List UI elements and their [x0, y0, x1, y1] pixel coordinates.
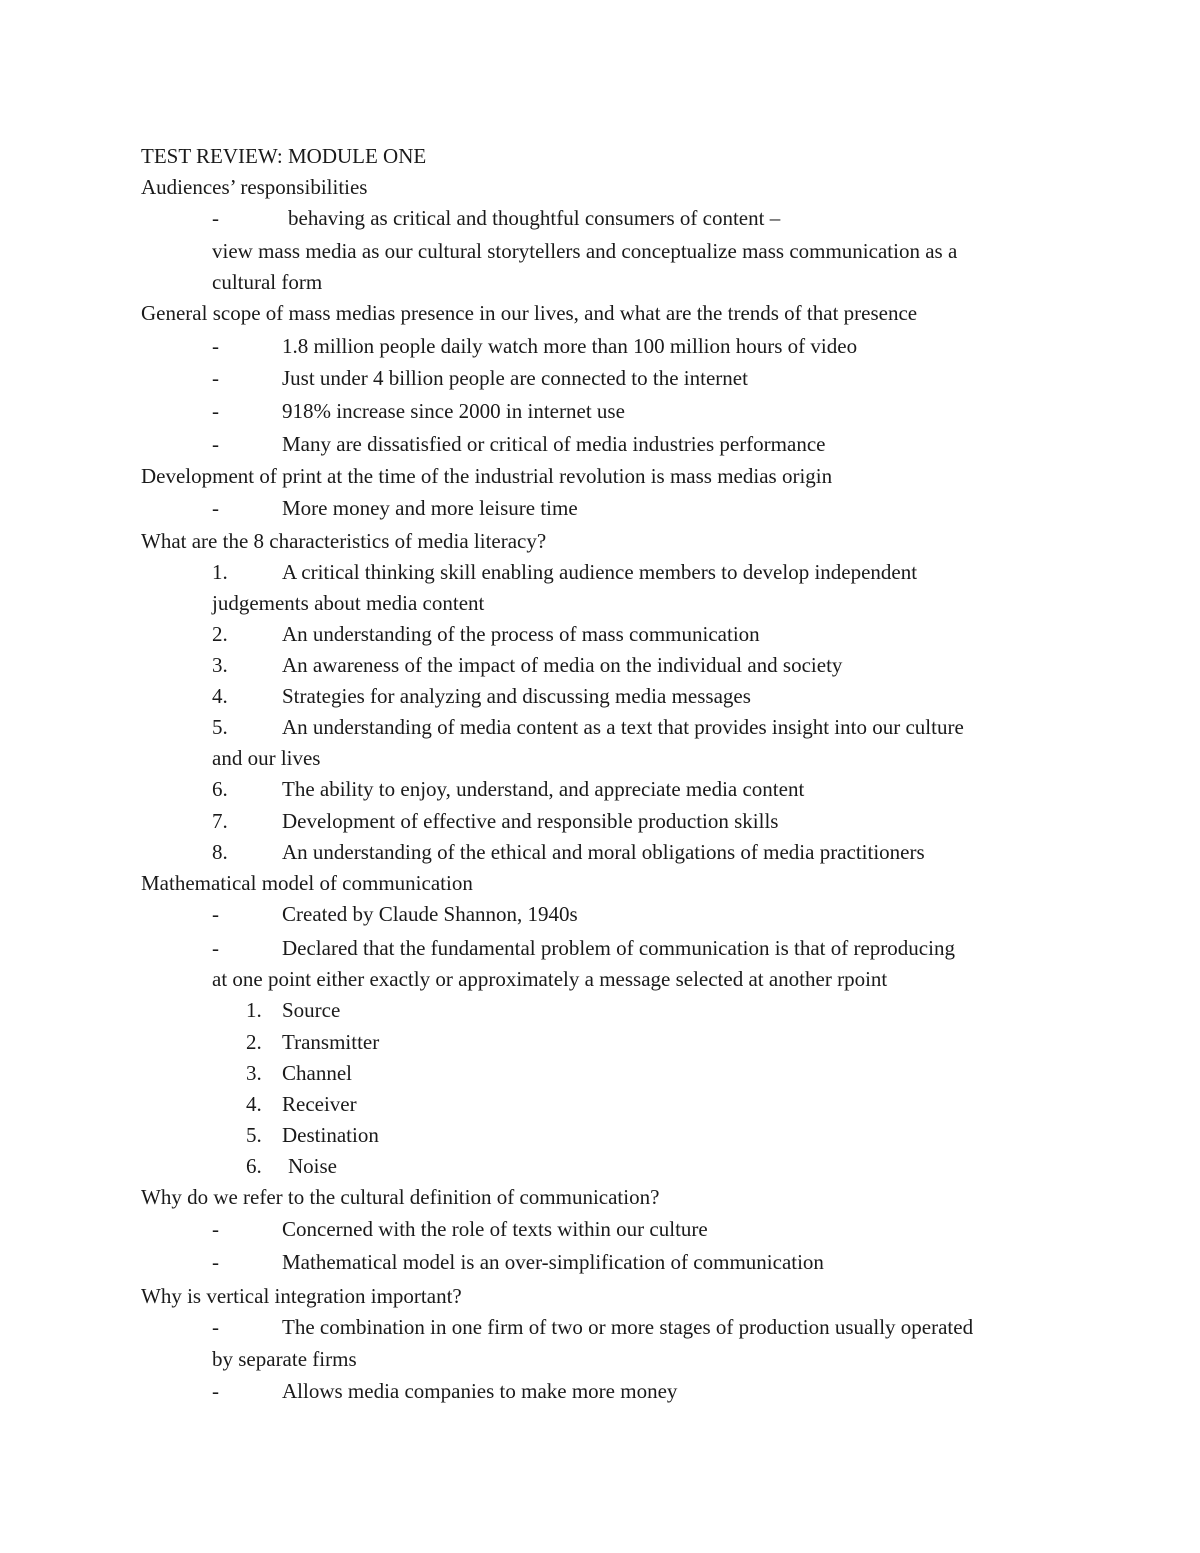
list-item: Channel [282, 1061, 352, 1085]
list-number: 1. [246, 998, 262, 1022]
bullet-text: More money and more leisure time [282, 496, 578, 520]
bullet-text: Created by Claude Shannon, 1940s [282, 902, 578, 926]
bullet-text: Just under 4 billion people are connected to the internet [282, 366, 748, 390]
list-item: A critical thinking skill enabling audience members to develop independent [282, 560, 918, 584]
bullet-marker: - [212, 1315, 219, 1339]
bullet-marker: - [212, 206, 219, 230]
bullet-text: Declared that the fundamental problem of communication is that of reproducing [282, 936, 955, 960]
bullet-marker: - [212, 366, 219, 390]
list-item: An understanding of the ethical and moral obligations of media practitioners [282, 840, 925, 864]
bullet-text: 918% increase since 2000 in internet use [282, 399, 625, 423]
list-item: Transmitter [282, 1030, 380, 1054]
list-item-continuation: judgements about media content [212, 591, 485, 615]
section-heading-vertical: Why is vertical integration important? [141, 1284, 462, 1308]
bullet-marker: - [212, 1217, 219, 1241]
list-item: Source [282, 998, 341, 1022]
list-number: 5. [212, 715, 228, 739]
bullet-continuation: view mass media as our cultural storytellers and conceptualize mass communication as a [212, 239, 958, 263]
bullet-marker: - [212, 1379, 219, 1403]
list-number: 6. [246, 1154, 262, 1178]
bullet-text: Allows media companies to make more money [282, 1379, 678, 1403]
bullet-marker: - [212, 496, 219, 520]
bullet-text: The combination in one firm of two or more stages of production usually operated [282, 1315, 974, 1339]
list-number: 4. [246, 1092, 262, 1116]
list-number: 3. [212, 653, 228, 677]
section-heading-audiences: Audiences’ responsibilities [141, 175, 368, 199]
list-item: Noise [288, 1154, 337, 1178]
list-item: Development of effective and responsible production skills [282, 809, 779, 833]
bullet-marker: - [212, 432, 219, 456]
list-item-continuation: and our lives [212, 746, 321, 770]
list-number: 8. [212, 840, 228, 864]
list-item: Destination [282, 1123, 379, 1147]
bullet-text: Concerned with the role of texts within our culture [282, 1217, 708, 1241]
bullet-text: behaving as critical and thoughtful consumers of content – [288, 206, 781, 230]
bullet-text: Many are dissatisfied or critical of media industries performance [282, 432, 826, 456]
list-number: 3. [246, 1061, 262, 1085]
list-item: The ability to enjoy, understand, and appreciate media content [282, 777, 805, 801]
page-title: TEST REVIEW: MODULE ONE [141, 144, 427, 168]
bullet-text: 1.8 million people daily watch more than 100 million hours of video [282, 334, 858, 358]
bullet-marker: - [212, 1250, 219, 1274]
list-item: An awareness of the impact of media on the individual and society [282, 653, 843, 677]
list-item: An understanding of media content as a text that provides insight into our culture [282, 715, 964, 739]
list-item: Receiver [282, 1092, 357, 1116]
section-heading-mathematical: Mathematical model of communication [141, 871, 473, 895]
bullet-marker: - [212, 902, 219, 926]
list-item: Strategies for analyzing and discussing media messages [282, 684, 751, 708]
bullet-continuation: by separate firms [212, 1347, 357, 1371]
bullet-marker: - [212, 399, 219, 423]
section-heading-scope: General scope of mass medias presence in our lives, and what are the trends of that presence [141, 301, 918, 325]
bullet-text: Mathematical model is an over-simplification of communication [282, 1250, 824, 1274]
list-number: 4. [212, 684, 228, 708]
section-heading-cultural: Why do we refer to the cultural definition of communication? [141, 1185, 660, 1209]
bullet-continuation: at one point either exactly or approximately a message selected at another rpoint [212, 967, 888, 991]
bullet-marker: - [212, 334, 219, 358]
list-number: 6. [212, 777, 228, 801]
list-number: 2. [212, 622, 228, 646]
list-number: 2. [246, 1030, 262, 1054]
list-item: An understanding of the process of mass communication [282, 622, 760, 646]
list-number: 5. [246, 1123, 262, 1147]
section-heading-print: Development of print at the time of the industrial revolution is mass medias origin [141, 464, 833, 488]
section-heading-literacy: What are the 8 characteristics of media literacy? [141, 529, 547, 553]
list-number: 7. [212, 809, 228, 833]
bullet-marker: - [212, 936, 219, 960]
list-number: 1. [212, 560, 228, 584]
bullet-continuation: cultural form [212, 270, 323, 294]
